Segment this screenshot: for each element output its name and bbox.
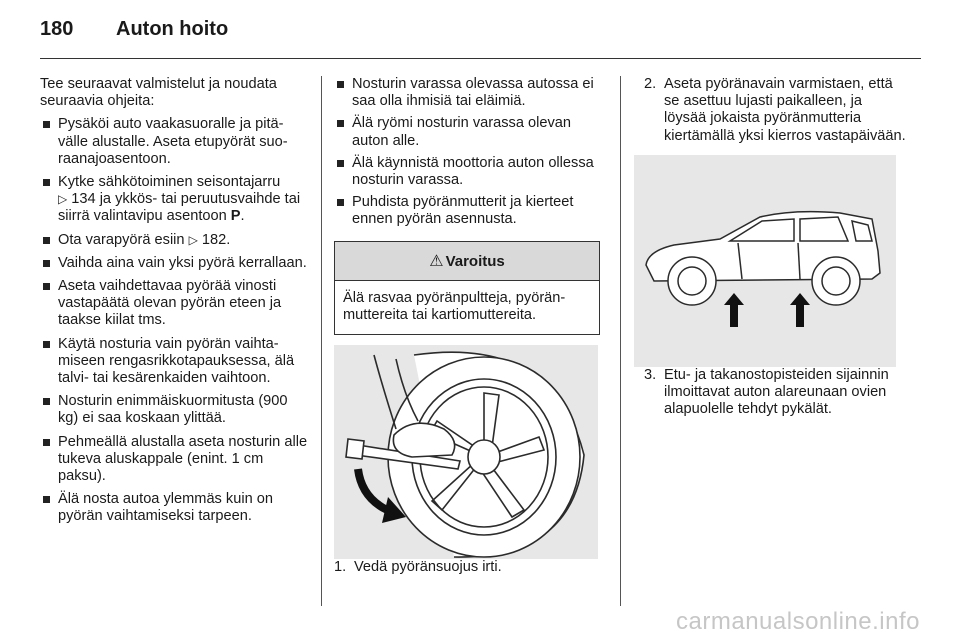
step-3: 3. Etu- ja takanostopisteiden sijainnin ilmoittavat auton alareunaan ovien alapuolelle tehdyt pykälät. — [644, 366, 889, 418]
header-divider — [40, 58, 921, 59]
list-item: Nosturin enimmäiskuormitusta (900 kg) ei saa koskaan ylittää. — [40, 393, 308, 427]
page-ref-arrow-icon: ▷ — [58, 192, 68, 207]
column-divider — [620, 76, 621, 606]
gear-position-p: P — [230, 208, 241, 225]
list-item: Nosturin varassa olevassa autossa ei saa olla ihmisiä tai eläimiä. — [334, 76, 604, 110]
car-illustration-graphic — [634, 155, 896, 367]
page-ref-arrow-icon: ▷ — [188, 232, 198, 247]
list-item: Vaihda aina vain yksi pyörä kerrallaan. — [40, 255, 308, 272]
page-header — [40, 16, 920, 58]
list-item: Käytä nosturia vain pyörän vaihtamiseen rengasrikkotapauksessa, älä talvi- tai kesärenkaiden vaihtoon. — [40, 336, 308, 388]
step-1: 1. Vedä pyöränsuojus irti. — [334, 559, 502, 576]
step-2: 2. Aseta pyöränavain varmistaen, että se asettuu lujasti paikalleen, ja löysää jokaista pyöränmutteria kiertämällä yksi kierros vastapäivään. — [644, 76, 906, 144]
warning-header — [335, 242, 599, 281]
list-item: Älä ryömi nosturin varassa olevan auton alle. — [334, 115, 604, 149]
column-left — [40, 76, 308, 526]
list-item: Aseta vaihdettavaa pyörää vinosti vastapäätä olevan pyörän eteen ja taakse kiilat tms. — [40, 278, 308, 330]
intro-text: Tee seuraavat valmistelut ja noudata seuraavia ohjeita: — [40, 76, 277, 110]
warning-triangle-icon: ⚠ — [429, 250, 444, 270]
list-item: Ota varapyörä esiin ▷ 182. — [40, 232, 308, 249]
list-item: Pehmeällä alustalla aseta nosturin alle tukeva aluskappale (enint. 1 cm paksu). — [40, 434, 308, 486]
preparation-list — [40, 116, 308, 525]
warning-box — [334, 241, 600, 335]
page-title: Auton hoito — [116, 18, 229, 40]
warning-text: Älä rasvaa pyöränpultteja, pyöränmuttereita tai kartiomuttereita. — [343, 289, 566, 323]
list-item: Älä käynnistä moottoria auton ollessa nosturin varassa. — [334, 155, 604, 189]
page-number: 180 — [40, 18, 74, 40]
column-divider — [321, 76, 322, 606]
watermark: carmanualsonline.info — [676, 608, 920, 635]
list-item: Pysäköi auto vaakasuoralle ja pitävälle alustalle. Aseta etupyörät suoraanajoasentoon. — [40, 116, 308, 168]
wheel-cover-illustration — [334, 345, 598, 559]
step-list — [644, 76, 906, 145]
list-item: Älä nosta autoa ylemmäs kuin on pyörän vaihtamiseksi tarpeen. — [40, 491, 308, 525]
column-right — [644, 76, 906, 418]
list-item: Kytke sähkötoiminen seisontajarru ▷ 134 ja ykkös- tai peruutusvaihde tai siirrä valintavipu asentoon P. — [40, 174, 308, 226]
step-list — [334, 559, 604, 576]
warning-title: Varoitus — [445, 252, 505, 270]
car-jack-points-illustration — [634, 155, 896, 367]
step-list — [644, 367, 906, 419]
column-middle — [334, 76, 604, 576]
wheel-illustration-graphic — [334, 345, 598, 559]
safety-list — [334, 76, 604, 229]
list-item: Puhdista pyöränmutterit ja kierteet ennen pyörän asennusta. — [334, 194, 604, 228]
